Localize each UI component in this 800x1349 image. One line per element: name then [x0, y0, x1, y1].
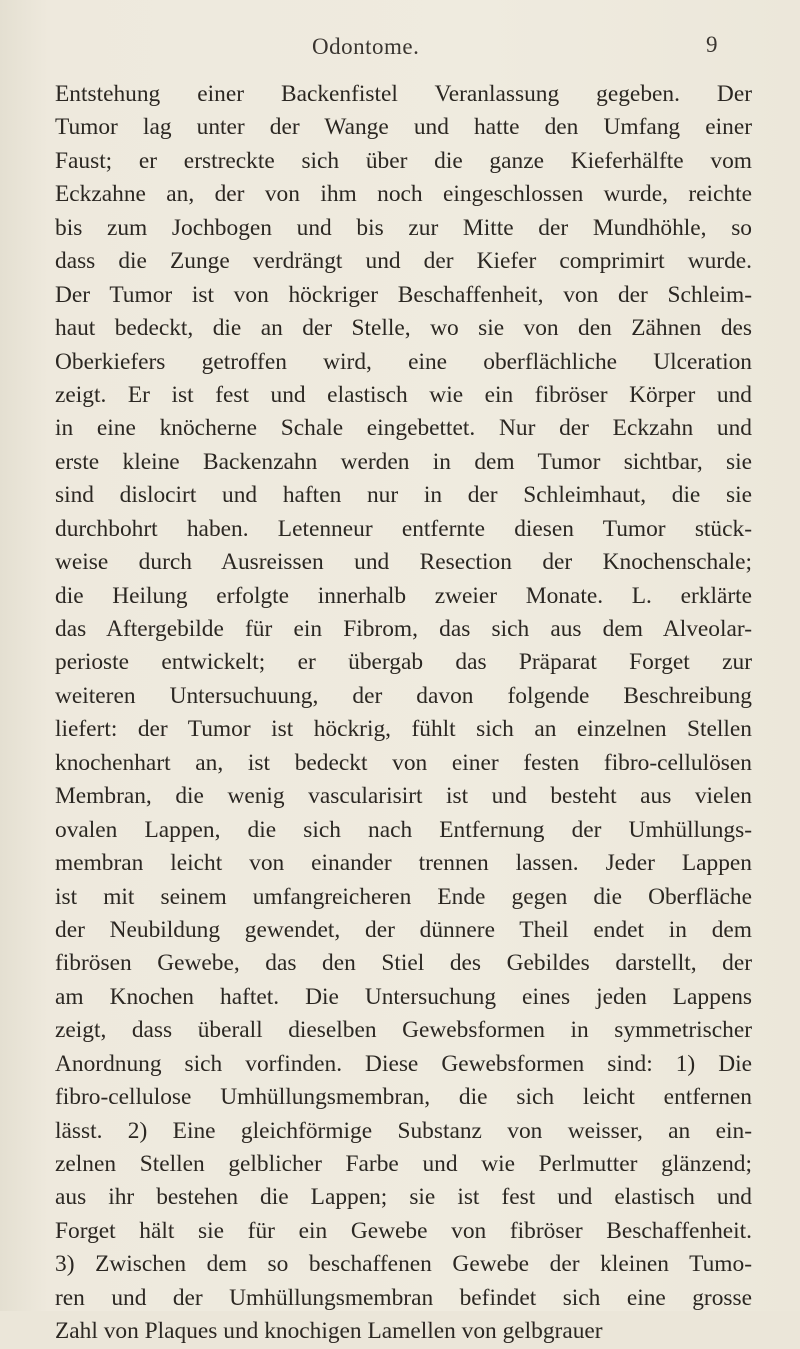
text-line: fibrösen Gewebe, das den Stiel des Gebildes darstellt, der [55, 950, 752, 977]
text-line: Forget hält sie für ein Gewebe von fibröser Beschaffenheit. [55, 1217, 752, 1244]
text-line: weiteren Untersuchuung, der davon folgende Beschreibung [55, 682, 752, 709]
text-line: aus ihr bestehen die Lappen; sie ist fest und elastisch und [55, 1184, 752, 1211]
text-line: zeigt. Er ist fest und elastisch wie ein fibröser Körper und [55, 381, 752, 408]
text-line: perioste entwickelt; er übergab das Präparat Forget zur [55, 649, 752, 676]
text-line: liefert: der Tumor ist höckrig, fühlt sich an einzelnen Stellen [55, 716, 752, 743]
text-line: zelnen Stellen gelblicher Farbe und wie Perlmutter glänzend; [55, 1151, 752, 1177]
text-line: fibro-cellulose Umhüllungsmembran, die sich leicht entfernen [55, 1084, 752, 1111]
text-line: in eine knöcherne Schale eingebettet. Nur der Eckzahn und [55, 415, 752, 442]
text-line: haut bedeckt, die an der Stelle, wo sie von den Zähnen des [55, 315, 752, 342]
text-line: bis zum Jochbogen und bis zur Mitte der Mundhöhle, so [55, 214, 752, 241]
body-paragraph [55, 78, 752, 1349]
text-line: das Aftergebilde für ein Fibrom, das sich aus dem Alveolar- [55, 616, 752, 642]
text-line: Entstehung einer Backenfistel Veranlassung gegeben. Der [55, 81, 752, 107]
text-line: Eckzahne an, der von ihm noch eingeschlossen wurde, reichte [55, 181, 752, 208]
text-line: der Neubildung gewendet, der dünnere Theil endet in dem [55, 916, 752, 943]
text-line: zeigt, dass überall dieselben Gewebsformen in symmetrischer [55, 1017, 752, 1044]
text-line: knochenhart an, ist bedeckt von einer festen fibro-cellulösen [55, 749, 752, 776]
running-title: Odontome. [312, 34, 420, 59]
text-line: membran leicht von einander trennen lassen. Jeder Lappen [55, 850, 752, 877]
text-line: 3) Zwischen dem so beschaffenen Gewebe der kleinen Tumo- [55, 1251, 752, 1278]
text-line: ist mit seinem umfangreicheren Ende gegen die Oberfläche [55, 883, 752, 910]
text-line: durchbohrt haben. Letenneur entfernte diesen Tumor stück- [55, 515, 752, 542]
text-line: Faust; er erstreckte sich über die ganze Kieferhälfte vom [55, 147, 752, 174]
text-line: Der Tumor ist von höckriger Beschaffenheit, von der Schleim- [55, 281, 752, 308]
text-line: ovalen Lappen, die sich nach Entfernung der Umhüllungs- [55, 816, 752, 843]
text-line: dass die Zunge verdrängt und der Kiefer comprimirt wurde. [55, 248, 752, 275]
running-head [0, 30, 800, 64]
text-line: erste kleine Backenzahn werden in dem Tumor sichtbar, sie [55, 448, 752, 475]
text-line: die Heilung erfolgte innerhalb zweier Monate. L. erklärte [55, 582, 752, 609]
text-line: Tumor lag unter der Wange und hatte den Umfang einer [55, 114, 752, 141]
text-line: Zahl von Plaques und knochigen Lamellen von gelbgrauer [55, 1318, 603, 1345]
text-line: weise durch Ausreissen und Resection der Knochenschale; [55, 549, 752, 576]
text-line: lässt. 2) Eine gleichförmige Substanz von weisser, an ein- [55, 1117, 752, 1144]
text-line: am Knochen haftet. Die Untersuchung eines jeden Lappens [55, 983, 752, 1010]
text-line: Oberkiefers getroffen wird, eine oberflächliche Ulceration [55, 348, 752, 375]
text-line: Anordnung sich vorfinden. Diese Gewebsformen sind: 1) Die [55, 1050, 752, 1077]
text-line: ren und der Umhüllungsmembran befindet sich eine grosse [55, 1284, 752, 1311]
text-line: sind dislocirt und haften nur in der Schleimhaut, die sie [55, 482, 752, 509]
text-line: Membran, die wenig vascularisirt ist und besteht aus vielen [55, 783, 752, 810]
page-number: 9 [706, 32, 718, 57]
